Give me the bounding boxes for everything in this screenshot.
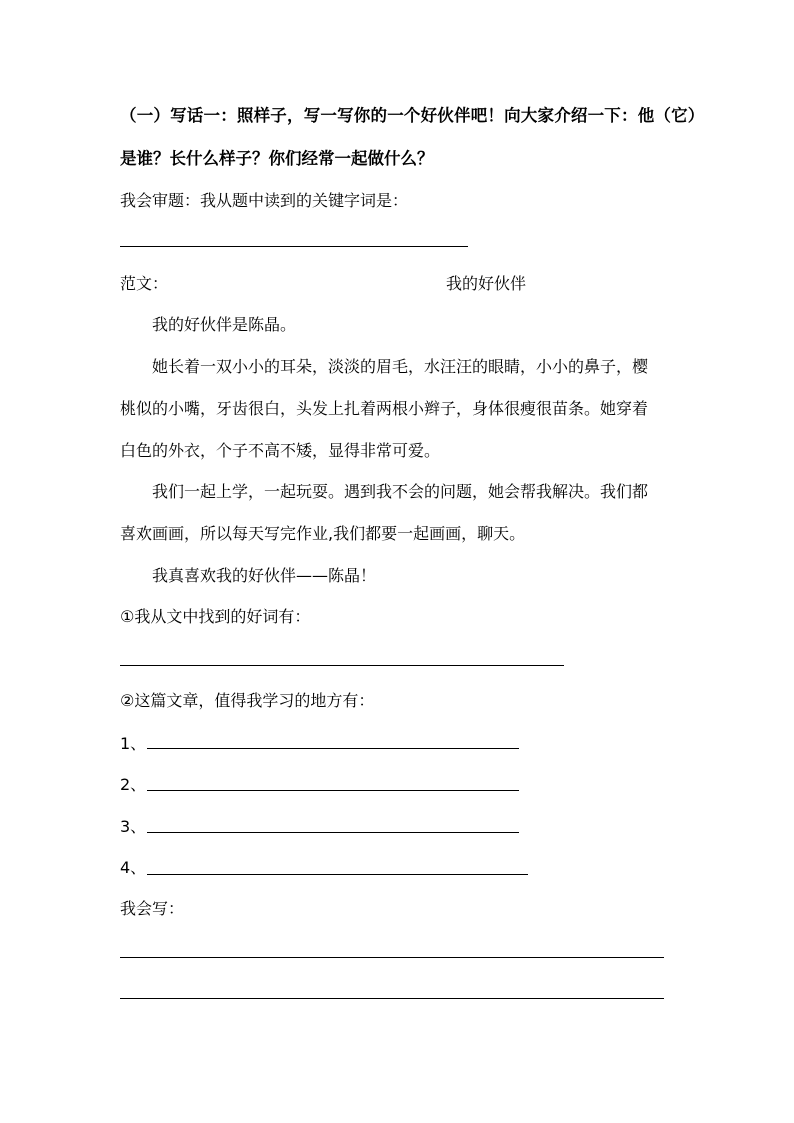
learning-point-blank-3[interactable]: [147, 832, 519, 833]
review-label: 我会审题：我从题中读到的关键字词是：: [120, 191, 409, 210]
learning-points-question: ②这篇文章，值得我学习的地方有：: [120, 691, 375, 710]
essay-paragraph-3-line-2: 喜欢画画，所以每天写完作业,我们都要一起画画，聊天。: [120, 524, 526, 543]
learning-point-blank-4[interactable]: [147, 874, 528, 875]
task-prompt-line1: （一）写话一：照样子，写一写你的一个好伙伴吧！向大家介绍一下：他（它）: [120, 106, 705, 125]
essay-paragraph-1: 我的好伙伴是陈晶。: [152, 315, 297, 334]
essay-paragraph-3-line-1: 我们一起上学，一起玩耍。遇到我不会的问题，她会帮我解决。我们都: [152, 482, 649, 501]
model-label: 范文：: [120, 274, 169, 293]
learning-point-number-2: 2、: [120, 775, 147, 794]
learning-point-number-4: 4、: [120, 858, 147, 877]
writing-blank-1[interactable]: [120, 957, 664, 958]
essay-paragraph-2-line-2: 桃似的小嘴，牙齿很白，头发上扎着两根小辫子，身体很瘦很苗条。她穿着: [120, 399, 649, 418]
review-answer-blank[interactable]: [120, 246, 468, 247]
learning-point-blank-1[interactable]: [147, 748, 519, 749]
essay-paragraph-2-line-3: 白色的外衣，个子不高不矮，显得非常可爱。: [120, 441, 441, 460]
essay-paragraph-2-line-1: 她长着一双小小的耳朵，淡淡的眉毛，水汪汪的眼睛，小小的鼻子，樱: [152, 357, 649, 376]
learning-point-number-3: 3、: [120, 817, 147, 836]
model-essay-title: 我的好伙伴: [446, 274, 527, 293]
learning-point-blank-2[interactable]: [147, 790, 519, 791]
essay-paragraph-4: 我真喜欢我的好伙伴——陈晶！: [152, 566, 377, 585]
good-words-answer-blank[interactable]: [120, 665, 564, 666]
good-words-question: ①我从文中找到的好词有：: [120, 607, 311, 626]
writing-label: 我会写：: [120, 899, 185, 918]
learning-point-number-1: 1、: [120, 734, 147, 753]
task-prompt-line2: 是谁？长什么样子？你们经常一起做什么？: [120, 149, 434, 168]
writing-blank-2[interactable]: [120, 998, 664, 999]
